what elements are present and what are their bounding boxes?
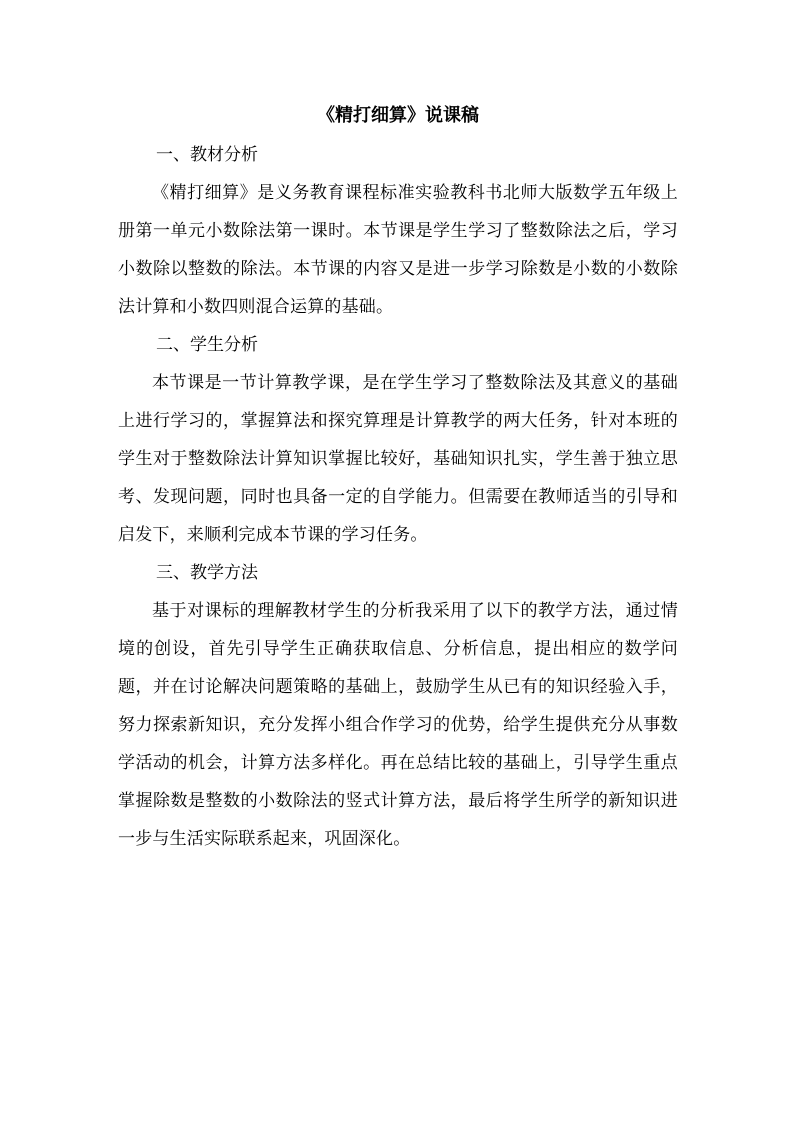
section-textbook-analysis (118, 136, 678, 326)
section-paragraph: 本节课是一节计算教学课，是在学生学习了整数除法及其意义的基础上进行学习的，掌握算法和探究算理是计算教学的两大任务，针对本班的学生对于整数除法计算知识掌握比较好，基础知识扎实，学生善于独立思考、发现问题，同时也具备一定的自学能力。但需要在教师适当的引导和启发下，来顺利完成本节课的学习任务。 (118, 373, 678, 545)
section-teaching-method (118, 554, 678, 858)
document-title: 《精打细算》说课稿 (317, 105, 479, 126)
document-page (118, 96, 678, 858)
section-heading: 三、教学方法 (156, 563, 258, 583)
section-heading: 一、教材分析 (156, 145, 258, 165)
section-heading: 二、学生分析 (156, 335, 258, 355)
section-student-analysis (118, 326, 678, 554)
section-paragraph: 《精打细算》是义务教育课程标准实验教科书北师大版数学五年级上册第一单元小数除法第一课时。本节课是学生学习了整数除法之后，学习小数除以整数的除法。本节课的内容又是进一步学习除数是小数的小数除法计算和小数四则混合运算的基础。 (118, 183, 678, 317)
section-paragraph: 基于对课标的理解教材学生的分析我采用了以下的教学方法，通过情境的创设，首先引导学生正确获取信息、分析信息，提出相应的数学问题，并在讨论解决问题策略的基础上，鼓励学生从已有的知识经验入手，努力探索新知识，充分发挥小组合作学习的优势，给学生提供充分从事数学活动的机会，计算方法多样化。再在总结比较的基础上，引导学生重点掌握除数是整数的小数除法的竖式计算方法，最后将学生所学的新知识进一步与生活实际联系起来，巩固深化。 (118, 601, 678, 849)
